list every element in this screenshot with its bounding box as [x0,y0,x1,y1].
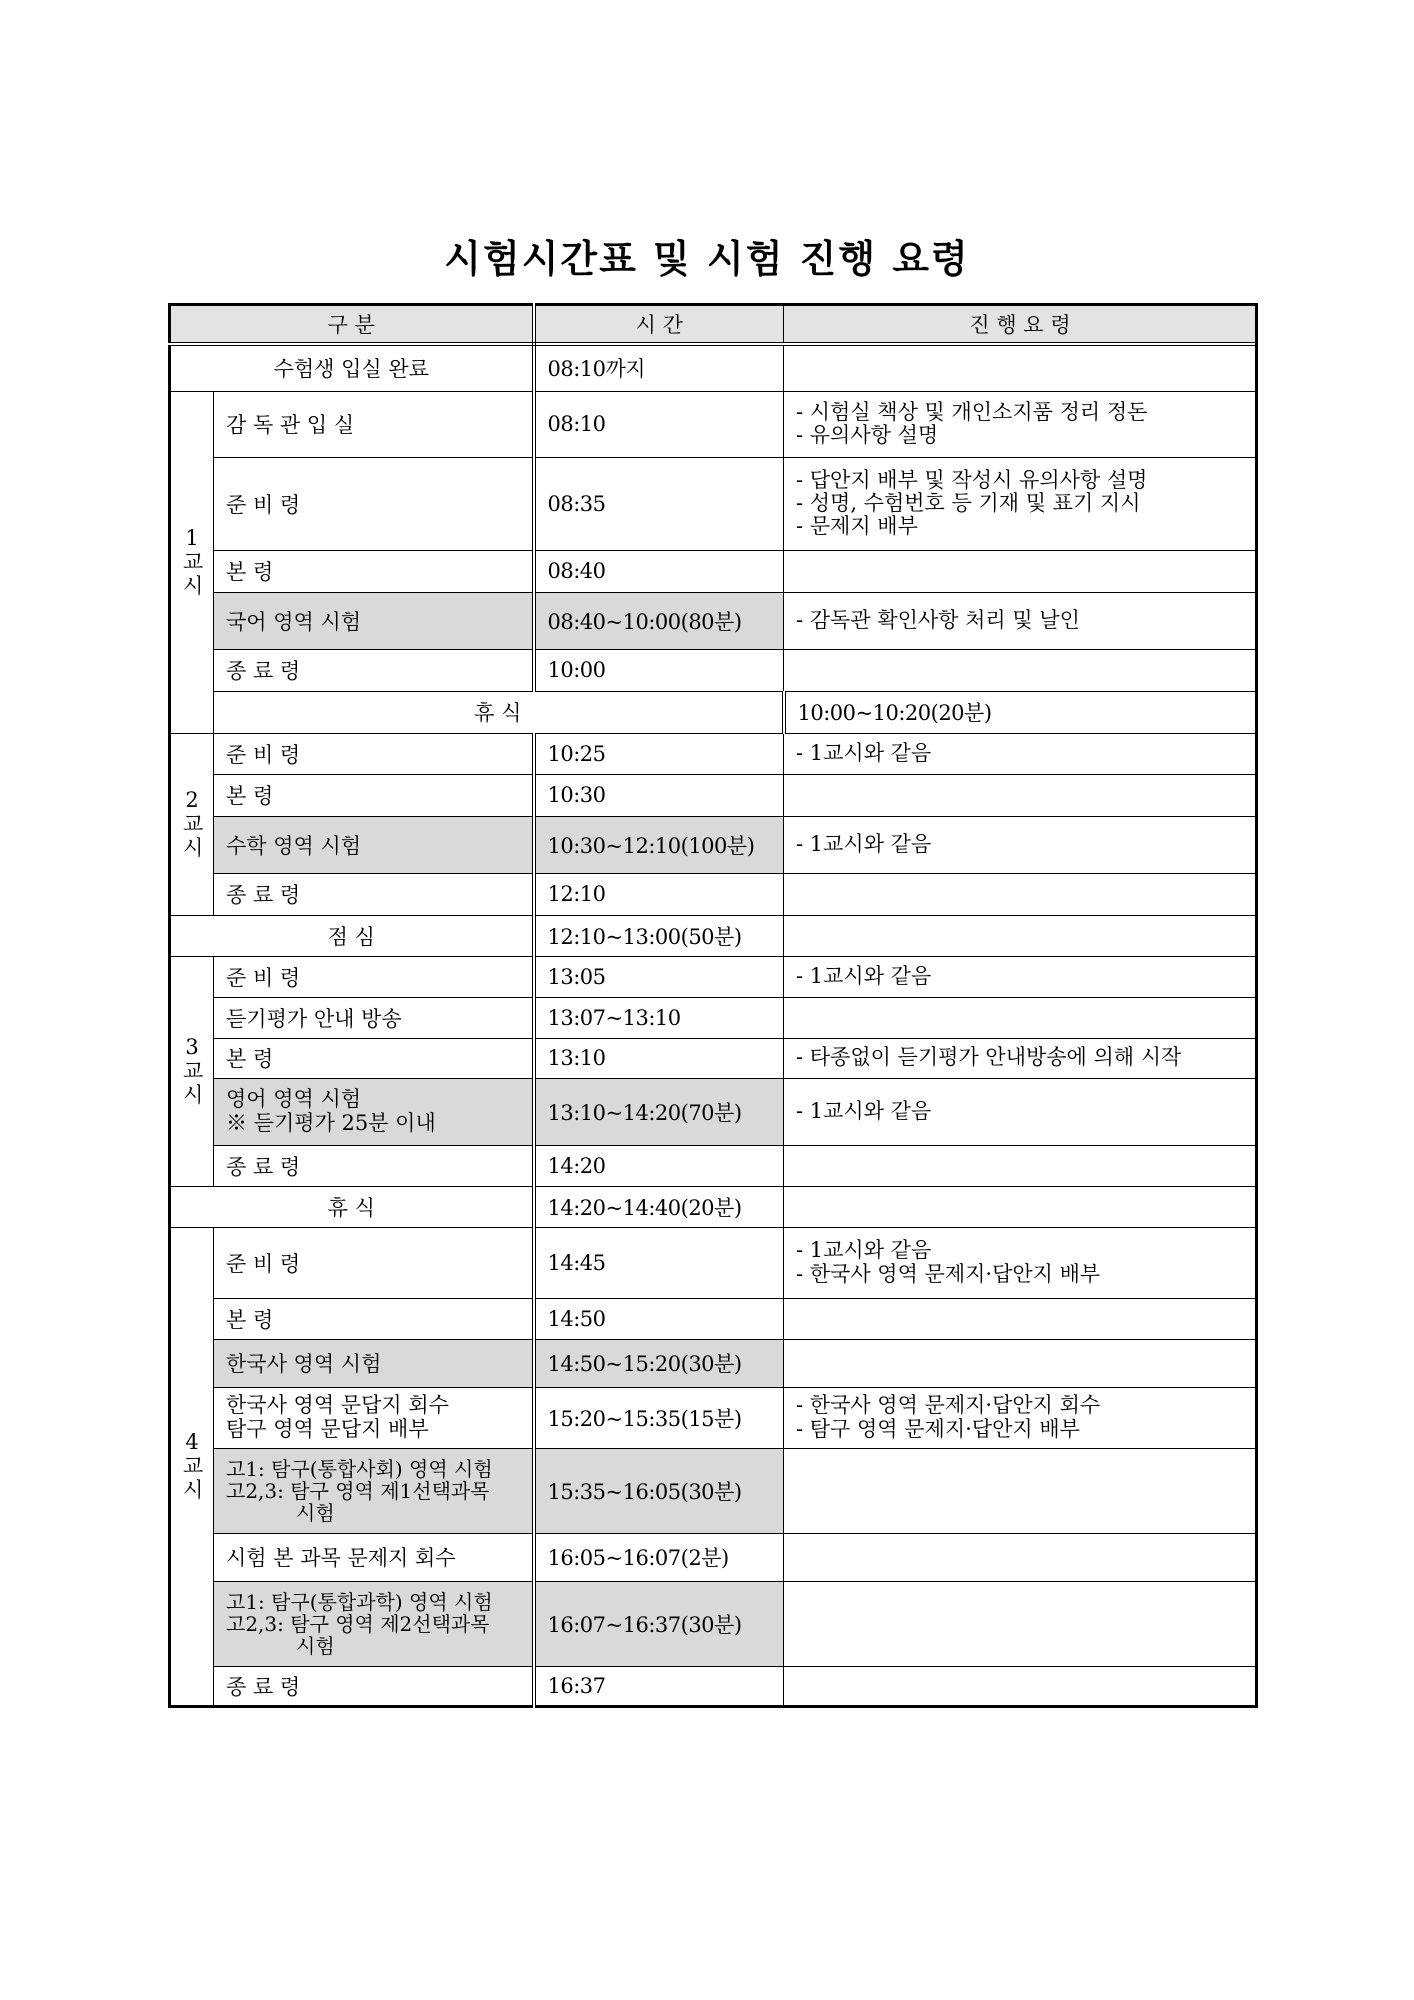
table-row [170,691,1257,733]
period-char: 시 [183,836,204,861]
row-notes [784,1145,1257,1186]
header-procedure-char: 요 [1023,313,1044,337]
row-time: 15:35~16:05(30분) [534,1448,784,1533]
row-notes [784,344,1257,391]
label-line: 탐구 영역 문답지 배부 [226,1416,429,1441]
row-time: 08:40~10:00(80분) [534,592,784,649]
row-time: 15:20~15:35(15분) [534,1387,784,1448]
row-notes [784,1038,1257,1078]
note-line: - 1교시와 같음 [796,1098,932,1123]
label-line: ※ 듣기평가 25분 이내 [226,1110,436,1135]
note-line: - 1교시와 같음 [796,963,932,988]
label-char: 본 [226,1307,247,1332]
row-notes [784,391,1257,457]
note-line: - 탐구 영역 문제지·답안지 배부 [796,1416,1080,1441]
header-category-char: 분 [354,313,375,337]
table-row [170,997,1257,1038]
row-label [214,774,534,816]
label-line: 고2,3: 탐구 영역 제1선택과목 [226,1478,490,1503]
row-notes [784,873,1257,915]
row-time: 10:30~12:10(100분) [534,816,784,873]
table-row [170,1038,1257,1078]
table-row [170,592,1257,649]
row-time: 08:10 [534,391,784,457]
note-line: - 문제지 배부 [796,514,918,539]
header-category [170,305,534,345]
label-line: 한국사 영역 문답지 회수 [226,1393,449,1418]
period-label-1 [170,391,214,733]
note-line: - 한국사 영역 문제지·답안지 배부 [796,1261,1101,1286]
row-label [214,550,534,592]
label-char: 심 [354,924,375,949]
header-time [534,305,784,345]
period-char: 시 [183,1478,204,1503]
row-notes [784,956,1257,997]
row-label [214,1298,534,1339]
period-char: 교 [183,1058,204,1083]
period-char: 4 [185,1429,199,1454]
header-procedure-char: 령 [1050,313,1071,337]
period-char: 3 [185,1034,199,1059]
row-label: 종 료 령 [214,649,534,691]
table-row [170,457,1257,550]
row-notes [784,1448,1257,1533]
header-procedure-char: 진 [969,313,990,337]
label-line: 고1: 탐구(통합과학) 영역 시험 [226,1589,493,1614]
row-notes [784,649,1257,691]
label-char: 본 [226,1047,247,1071]
label-char: 본 [226,560,247,584]
row-time: 10:00 [534,649,784,691]
period-char: 교 [183,549,204,574]
row-label [214,691,784,733]
period-char: 2 [185,787,199,812]
row-time: 13:07~13:10 [534,997,784,1038]
table-row [170,1078,1257,1145]
table-row [170,1666,1257,1706]
table-row [170,1186,1257,1227]
row-time: 10:25 [534,733,784,774]
row-label [170,915,534,956]
table-row [170,1533,1257,1581]
row-time: 14:45 [534,1227,784,1298]
row-time: 13:10~14:20(70분) [534,1078,784,1145]
row-label [214,1448,534,1533]
period-char: 1 [185,525,199,550]
row-time: 08:40 [534,550,784,592]
period-char: 시 [183,574,204,599]
row-notes [784,1078,1257,1145]
row-notes [784,774,1257,816]
row-time: 12:10~13:00(50분) [534,915,784,956]
label-char: 령 [252,560,274,584]
row-notes [784,915,1257,956]
row-time: 08:35 [534,457,784,550]
row-label: 한국사 영역 시험 [214,1339,534,1387]
label-char: 본 [226,784,247,808]
note-line: - 한국사 영역 문제지·답안지 회수 [796,1393,1101,1418]
label-char: 식 [501,701,522,725]
label-char: 식 [354,1195,375,1220]
table-row [170,550,1257,592]
row-time: 14:50 [534,1298,784,1339]
row-label: 수험생 입실 완료 [170,344,534,391]
note-line: - 성명, 수험번호 등 기재 및 표기 지시 [796,490,1141,515]
row-label: 준 비 령 [214,733,534,774]
period-label-3 [170,956,214,1186]
label-char: 령 [252,784,274,808]
row-time: 16:07~16:37(30분) [534,1581,784,1666]
period-char: 교 [183,1453,204,1478]
row-time: 13:05 [534,956,784,997]
row-notes [784,1581,1257,1666]
table-row [170,1227,1257,1298]
table-row [170,1581,1257,1666]
row-notes [784,550,1257,592]
header-procedure [784,305,1257,345]
period-label-2 [170,733,214,915]
row-notes [784,733,1257,774]
row-time: 10:00~10:20(20분) [784,691,1257,733]
row-notes [784,592,1257,649]
table-row [170,816,1257,873]
row-label [170,1186,534,1227]
row-notes [784,1227,1257,1298]
table-row [170,1339,1257,1387]
note-line: - 유의사항 설명 [796,423,939,447]
row-notes [784,457,1257,550]
header-procedure-char: 행 [996,313,1017,337]
label-line: 고2,3: 탐구 영역 제2선택과목 [226,1611,490,1636]
note-line: - 1교시와 같음 [796,831,932,856]
note-line: - 답안지 배부 및 작성시 유의사항 설명 [796,467,1148,492]
row-time: 14:50~15:20(30분) [534,1339,784,1387]
table-row [170,1298,1257,1339]
header-time-char: 간 [662,313,683,337]
table-row [170,649,1257,691]
period-char: 교 [183,811,204,836]
label-line: 고1: 탐구(통합사회) 영역 시험 [226,1456,493,1481]
row-label: 국어 영역 시험 [214,592,534,649]
note-line: - 타종없이 듣기평가 안내방송에 의해 시작 [796,1045,1182,1070]
label-char: 점 [327,924,348,949]
row-label: 종 료 령 [214,873,534,915]
note-line: - 1교시와 같음 [796,740,932,765]
row-time: 13:10 [534,1038,784,1078]
table-row [170,873,1257,915]
row-notes [784,816,1257,873]
label-line: 시험 [296,1500,335,1525]
row-time: 14:20 [534,1145,784,1186]
row-notes [784,1666,1257,1706]
table-row [170,774,1257,816]
row-label [214,1038,534,1078]
period-char: 시 [183,1083,204,1108]
row-notes [784,997,1257,1038]
label-char: 령 [252,1307,274,1332]
table-row [170,1387,1257,1448]
row-label: 듣기평가 안내 방송 [214,997,534,1038]
table-row [170,1145,1257,1186]
row-notes [784,1298,1257,1339]
row-time: 12:10 [534,873,784,915]
row-notes [784,1339,1257,1387]
header-category-char: 구 [327,313,348,337]
label-char: 령 [252,1047,274,1071]
row-time: 10:30 [534,774,784,816]
table-row [170,391,1257,457]
label-char: 휴 [474,701,495,725]
row-label: 준 비 령 [214,956,534,997]
row-time: 08:10까지 [534,344,784,391]
row-label: 준 비 령 [214,457,534,550]
table-row [170,915,1257,956]
row-time: 16:37 [534,1666,784,1706]
row-notes [784,1533,1257,1581]
row-label: 종 료 령 [214,1145,534,1186]
row-time: 14:20~14:40(20분) [534,1186,784,1227]
row-label [214,1078,534,1145]
table-row [170,1448,1257,1533]
row-notes [784,1186,1257,1227]
period-label-4 [170,1227,214,1706]
header-time-char: 시 [635,313,656,337]
label-char: 휴 [327,1195,348,1220]
row-label: 수학 영역 시험 [214,816,534,873]
row-time: 16:05~16:07(2분) [534,1533,784,1581]
row-label: 감 독 관 입 실 [214,391,534,457]
note-line: - 감독관 확인사항 처리 및 날인 [796,607,1080,632]
note-line: - 시험실 책상 및 개인소지품 정리 정돈 [796,399,1148,424]
label-line: 영어 영역 시험 [226,1087,362,1112]
row-label: 시험 본 과목 문제지 회수 [214,1533,534,1581]
table-row [170,956,1257,997]
table-row [170,344,1257,391]
row-label [214,1581,534,1666]
row-label [214,1387,534,1448]
row-label: 종 료 령 [214,1666,534,1706]
exam-schedule-table [168,303,1258,1708]
table-header-row [170,305,1257,345]
label-line: 시험 [296,1633,335,1658]
row-notes [784,1387,1257,1448]
note-line: - 1교시와 같음 [796,1238,932,1263]
row-label: 준 비 령 [214,1227,534,1298]
page-title: 시험시간표 및 시험 진행 요령 [444,237,970,281]
table-row [170,733,1257,774]
